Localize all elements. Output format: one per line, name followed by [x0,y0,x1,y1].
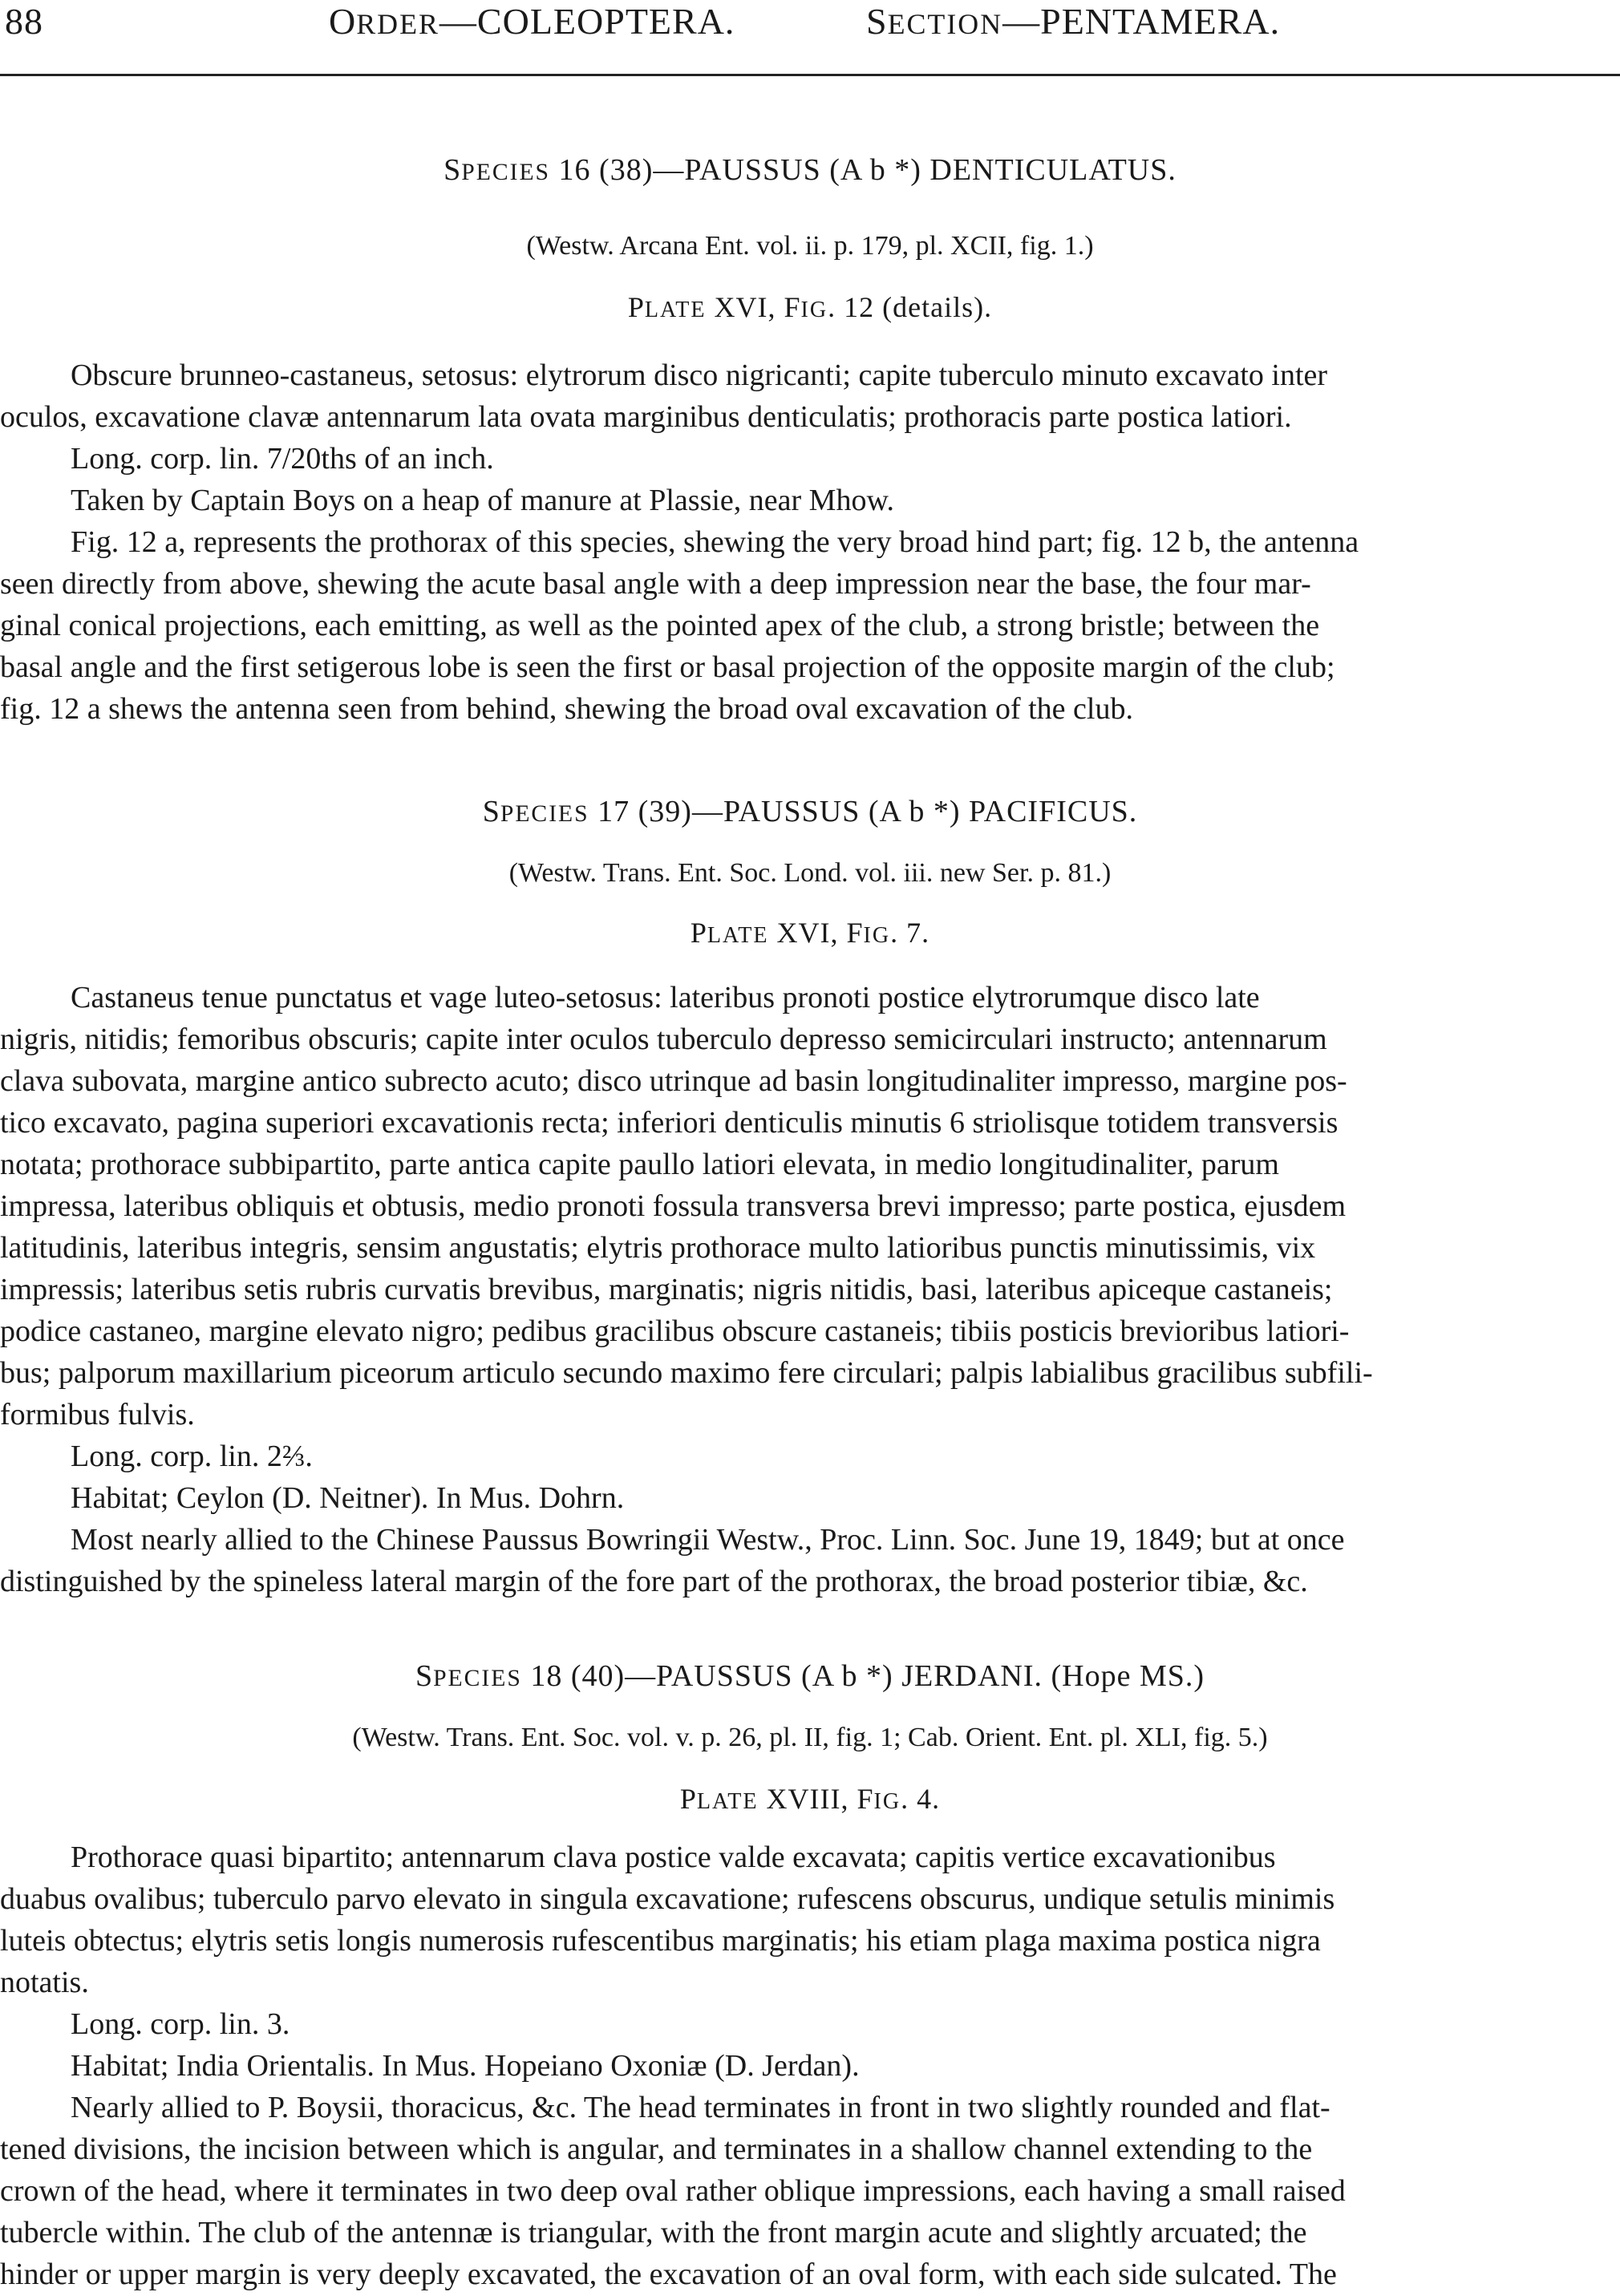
text-line: Long. corp. lin. 3. [71,2007,290,2041]
text-line: notatis. [0,1966,89,1999]
text-line: formibus fulvis. [0,1398,195,1431]
text-line: ginal conical projections, each emitting, as well as the pointed apex of the club, a strong bristle; between the [0,609,1320,642]
text-line: distinguished by the spineless lateral margin of the fore part of the prothorax, the broad posterior tibiæ, &c. [0,1565,1308,1598]
text-line: nigris, nitidis; femoribus obscuris; capite inter oculos tuberculo depresso semicirculari instructo; antennarum [0,1022,1327,1056]
order-heading: ORDER—COLEOPTERA. [329,1,735,42]
page-number: 88 [5,1,43,42]
species-17-reference: (Westw. Trans. Ent. Soc. Lond. vol. iii. new Ser. p. 81.) [508,858,1112,888]
species-17-plate: PLATE XVI, FIG. 7. [690,917,930,949]
text-line: podice castaneo, margine elevato nigro; pedibus gracilibus obscure castaneis; tibiis posticis brevioribus latiori- [0,1314,1350,1348]
text-line: tubercle within. The club of the antennæ is triangular, with the front margin acute and slightly arcuated; the [0,2216,1307,2249]
text-line: clava subovata, margine antico subrecto acuto; disco utrinque ad basin longitudinaliter impresso, margine pos- [0,1064,1347,1098]
text-line: hinder or upper margin is very deeply excavated, the excavation of an oval form, with each side sulcated. The [0,2258,1337,2291]
header-rule [0,74,1620,76]
species-16-description [0,354,1620,730]
species-16-reference: (Westw. Arcana Ent. vol. ii. p. 179, pl. XCII, fig. 1.) [526,231,1094,261]
text-line: Prothorace quasi bipartito; antennarum clava postice valde excavata; capitis vertice excavationibus [71,1840,1276,1874]
text-line: luteis obtectus; elytris setis longis numerosis rufescentibus marginatis; his etiam plaga maxima postica nigra [0,1924,1321,1958]
text-line: Nearly allied to P. Boysii, thoracicus, &c. The head terminates in front in two slightly rounded and flat- [71,2091,1330,2124]
species-17-description [0,977,1620,1602]
text-line: Long. corp. lin. 2⅔. [71,1440,313,1473]
text-line: tened divisions, the incision between which is angular, and terminates in a shallow channel extending to the [0,2132,1313,2166]
species-18-reference: (Westw. Trans. Ent. Soc. vol. v. p. 26, pl. II, fig. 1; Cab. Orient. Ent. pl. XLI, fig. 5.) [352,1723,1268,1752]
text-line: Long. corp. lin. 7/20ths of an inch. [71,442,494,476]
text-line: Habitat; Ceylon (D. Neitner). In Mus. Dohrn. [71,1481,625,1515]
text-line: Habitat; India Orientalis. In Mus. Hopeiano Oxoniæ (D. Jerdan). [71,2049,860,2083]
text-line: Obscure brunneo-castaneus, setosus: elytrorum disco nigricanti; capite tuberculo minuto excavato inter [71,358,1328,392]
text-line: oculos, excavatione clavæ antennarum lata ovata marginibus denticulatis; prothoracis parte postica latiori. [0,400,1292,434]
running-head [0,0,1620,48]
text-line: notata; prothorace subbipartito, parte antica capite paullo latiori elevata, in medio longitudinaliter, parum [0,1148,1279,1181]
text-line: impressa, lateribus obliquis et obtusis, medio pronoti fossula transversa brevi impresso; parte postica, ejusdem [0,1189,1347,1223]
text-line: duabus ovalibus; tuberculo parvo elevato in singula excavatione; rufescens obscurus, undique setulis minimis [0,1882,1335,1916]
text-line: Fig. 12 a, represents the prothorax of this species, shewing the very broad hind part; fig. 12 b, the antenna [71,525,1359,559]
section-heading: SECTION—PENTAMERA. [866,1,1281,42]
text-line: Taken by Captain Boys on a heap of manure at Plassie, near Mhow. [71,484,894,517]
species-18-description [0,1836,1620,2295]
text-line: seen directly from above, shewing the acute basal angle with a deep impression near the base, the four mar- [0,567,1311,601]
species-18-title: SPECIES 18 (40)—PAUSSUS (A b *) JERDANI. (Hope MS.) [415,1659,1205,1693]
text-line: tico excavato, pagina superiori excavationis recta; inferiori denticulis minutis 6 striolisque totidem transversis [0,1106,1339,1140]
text-line: Castaneus tenue punctatus et vage luteo-setosus: lateribus pronoti postice elytrorumque disco late [71,981,1260,1014]
text-line: crown of the head, where it terminates in two deep oval rather oblique impressions, each having a small raised [0,2174,1346,2208]
text-line: fig. 12 a shews the antenna seen from behind, shewing the broad oval excavation of the club. [0,692,1133,726]
text-line: Most nearly allied to the Chinese Paussus Bowringii Westw., Proc. Linn. Soc. June 19, 1849; but at once [71,1523,1345,1557]
species-17-title: SPECIES 17 (39)—PAUSSUS (A b *) PACIFICUS. [482,795,1138,828]
species-16-plate: PLATE XVI, FIG. 12 (details). [627,291,993,323]
text-line: bus; palporum maxillarium piceorum articulo secundo maximo fere circulari; palpis labialibus gracilibus subfili- [0,1356,1373,1390]
species-18-plate: PLATE XVIII, FIG. 4. [679,1783,941,1815]
text-line: basal angle and the first setigerous lobe is seen the first or basal projection of the opposite margin of the club; [0,650,1335,684]
text-line: impressis; lateribus setis rubris curvatis brevibus, marginatis; nigris nitidis, basi, lateribus apiceque castaneis; [0,1273,1333,1306]
species-16-title: SPECIES 16 (38)—PAUSSUS (A b *) DENTICULATUS. [443,153,1177,187]
text-line: latitudinis, lateribus integris, sensim angustatis; elytris prothorace multo latioribus punctis minutissimis, vix [0,1231,1316,1265]
